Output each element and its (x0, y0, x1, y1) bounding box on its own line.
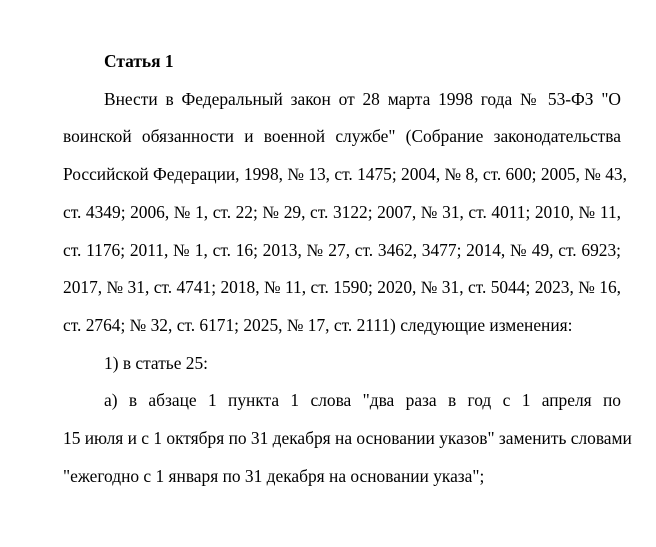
subitem-a-paragraph (63, 382, 632, 495)
intro-line-6: 2017, № 31, ст. 4741; 2018, № 11, ст. 1590; 2020, № 31, ст. 5044; 2023, № 16, (63, 277, 621, 298)
subitem-a-line-1: а) в абзаце 1 пункта 1 слова "два раза в год с 1 апреля по (104, 390, 621, 411)
subitem-a-line-3: "ежегодно с 1 января по 31 декабря на основании указа"; (63, 465, 485, 486)
intro-line-4: ст. 4349; 2006, № 1, ст. 22; № 29, ст. 3122; 2007, № 31, ст. 4011; 2010, № 11, (63, 201, 621, 222)
intro-line-2: воинской обязанности и военной службе" (Собрание законодательства (63, 126, 621, 147)
document-body (63, 43, 632, 495)
intro-line-7: ст. 2764; № 32, ст. 6171; 2025, № 17, ст. 2111) следующие изменения: (63, 314, 573, 335)
intro-line-1: Внести в Федеральный закон от 28 марта 1998 года № 53-ФЗ "О (104, 88, 621, 109)
intro-line-5: ст. 1176; 2011, № 1, ст. 16; 2013, № 27, ст. 3462, 3477; 2014, № 49, ст. 6923; (63, 239, 621, 260)
intro-paragraph (63, 81, 627, 345)
item-1: 1) в статье 25: (104, 352, 209, 373)
subitem-a-line-2: 15 июля и с 1 октября по 31 декабря на основании указов" заменить словами (63, 428, 632, 449)
article-heading: Статья 1 (104, 51, 174, 71)
intro-line-3: Российской Федерации, 1998, № 13, ст. 1475; 2004, № 8, ст. 600; 2005, № 43, (63, 164, 627, 185)
